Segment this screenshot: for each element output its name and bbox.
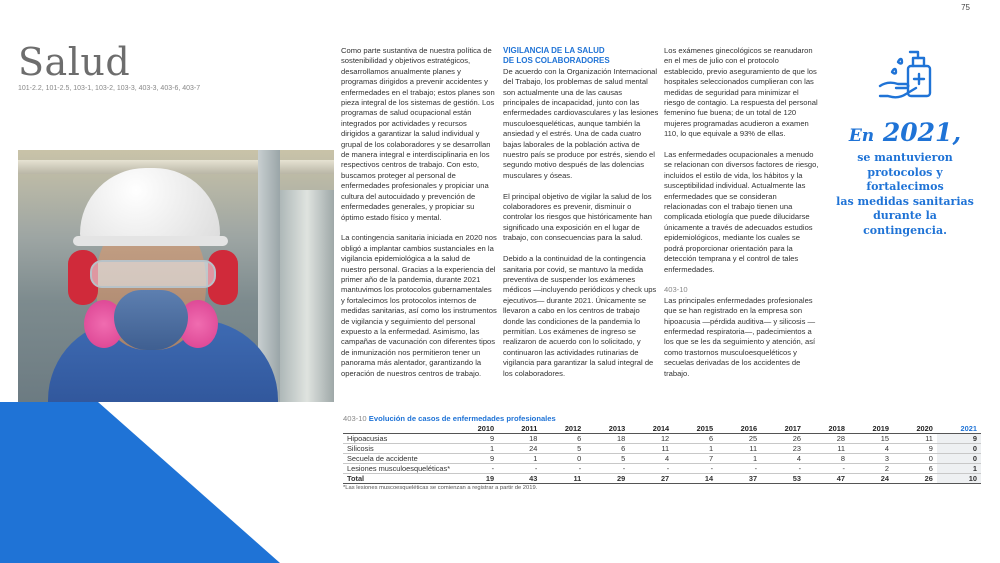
callout-en: En xyxy=(848,126,875,146)
text-column-1 xyxy=(341,46,497,389)
table-row: Silicosis 1 24 5 6 11 1 11 23 11 4 9 0 xyxy=(343,444,981,454)
page-number: 75 xyxy=(961,3,970,12)
text-column-3 xyxy=(664,46,820,389)
table-total-row: Total 19 43 11 29 27 14 37 53 47 24 26 10 xyxy=(343,474,981,484)
paragraph: La contingencia sanitaria iniciada en 2020 nos obligó a implantar cambios sustanciales en la vigilancia epidemiológica a la salud de nuestro personal. Gracias a la experiencia del primer año de la pandemia, durante 2021 mantuvimos los protocolos gubernamentales y fortalecimos los protocolos internos de medidas sanitarias, así como los instrumentos de vigilancia y seguimiento del personal expuesto a la enfermedad. Asimismo, las campañas de vacunación con diferentes tipos de inmunización nos permitieron tener un panorama más alentador, garantizando la operación de nuestros centros de trabajo. xyxy=(341,233,497,378)
table-footnote: *Las lesiones muscoesqueléticas se comienzan a registrar a partir de 2019. xyxy=(343,485,538,491)
highlight-callout: En 2021, se mantuvieron protocolos y fortalecimos las medidas sanitarias durante la contingencia. xyxy=(836,118,974,237)
table-row: Hipoacusias 9 18 6 18 12 6 25 26 28 15 11 9 xyxy=(343,434,981,444)
paragraph: Debido a la continuidad de la contingencia sanitaria por covid, se mantuvo la medida preventiva de suspender los exámenes médicos —incluyendo periódicos y check ups ejecutivos— durante 2021. Únicamente se llevaron a cabo en los centros de trabajo donde las condiciones de la pandemia lo permitían. Los exámenes de ingreso se realizaron de acuerdo con lo solicitado, y continuaron las actividades rutinarias de vigilancia para garantizar la salud integral de los colaboradores. xyxy=(503,254,657,378)
page-title: Salud xyxy=(18,40,131,84)
hand-sanitizer-icon xyxy=(876,46,938,108)
paragraph: Los exámenes ginecológicos se reanudaron en el mes de julio con el protocolo establecido, previo aseguramiento de que los hospitales seleccionados cumplieran con las medidas de seguridad para minimizar el riesgo de contagio. La respuesta del personal femenino fue buena; de un total de 120 mujeres programadas acudieron a examen 110, lo que equivale a 93% de ellas. xyxy=(664,46,818,139)
paragraph: Como parte sustantiva de nuestra política de sostenibilidad y objetivos estratégicos, desarrollamos anualmente planes y programas dirigidos a prevenir accidentes y enfermedades en el trabajo; estos planes son pieza integral de los sistemas de gestión. Los programas de salud ocupacional están integrados por actividades y recursos dirigidos a garantizar la salud individual y grupal de los colaboradores y se desarrollan de manera integral e interdisciplinaria en los respectivos centros de trabajo. Con esto, buscamos proteger al personal de enfermedades profesionales y propiciar una cultura del autocuidado y prevención de enfermedades generales, y propiciar su óptimo estado físico y mental. xyxy=(341,46,495,222)
paragraph: De acuerdo con la Organización Internacional del Trabajo, los problemas de salud mental son actualmente una de las causas principales de incapacidad, junto con las enfermedades cardiovasculares y las lesiones musculoesqueléticas, aunque también la ansiedad y el estrés. Una de cada cuatro bajas laborales de la población activa de nuestro país se produce por estrés, siendo el segundo motivo después de las dolencias musculares y óseas. xyxy=(503,66,659,180)
table-header-row: 2010 2011 2012 2013 2014 2015 2016 2017 2018 2019 2020 2021 xyxy=(343,424,981,434)
worker-photo xyxy=(18,150,334,402)
table-title: 403-10 Evolución de casos de enfermedades profesionales xyxy=(343,414,556,423)
gri-code: 403-10 xyxy=(664,285,688,295)
decorative-triangle xyxy=(0,402,280,563)
disease-cases-table xyxy=(343,424,981,484)
table-row: Secuela de accidente 9 1 0 5 4 7 1 4 8 3 0 0 xyxy=(343,454,981,464)
gri-codes: 101-2.2, 101-2.5, 103-1, 103-2, 103-3, 403-3, 403-6, 403-7 xyxy=(18,85,201,92)
text-column-2 xyxy=(503,46,659,389)
paragraph: Las enfermedades ocupacionales a menudo se relacionan con diversos factores de riesgo, incluidos el estilo de vida, los hábitos y la susceptibilidad individual. Actualmente las enfermedades que se consideran relacionadas con el trabajo tienen una complicada etiología que puede dilucidarse únicamente a través de adecuados estudios epidemiológicos, mediante los cuales se podrá proporcionar orientación para la detección temprana y el control de tales enfermedades. xyxy=(664,150,819,274)
section-heading: VIGILANCIA DE LA SALUD DE LOS COLABORADORES xyxy=(503,46,610,66)
paragraph: Las principales enfermedades profesionales que se han registrado en la empresa son hipoacusia —pérdida auditiva— y silicosis —enfermedad respiratoria—, padecimientos a los que se les da seguimiento y atención, así como trastornos musculoesqueléticos y secuelas derivadas de los accidentes de trabajo. xyxy=(664,295,816,378)
callout-year: 2021, xyxy=(882,118,962,147)
paragraph: El principal objetivo de vigilar la salud de los colaboradores es prevenir, disminuir o controlar los riesgos que históricamente han significado una exposición en el lugar de trabajo, con consecuencias para la salud. xyxy=(503,191,653,243)
table-row: Lesiones musculoesqueléticas* - - - - - - - - - 2 6 1 xyxy=(343,464,981,474)
